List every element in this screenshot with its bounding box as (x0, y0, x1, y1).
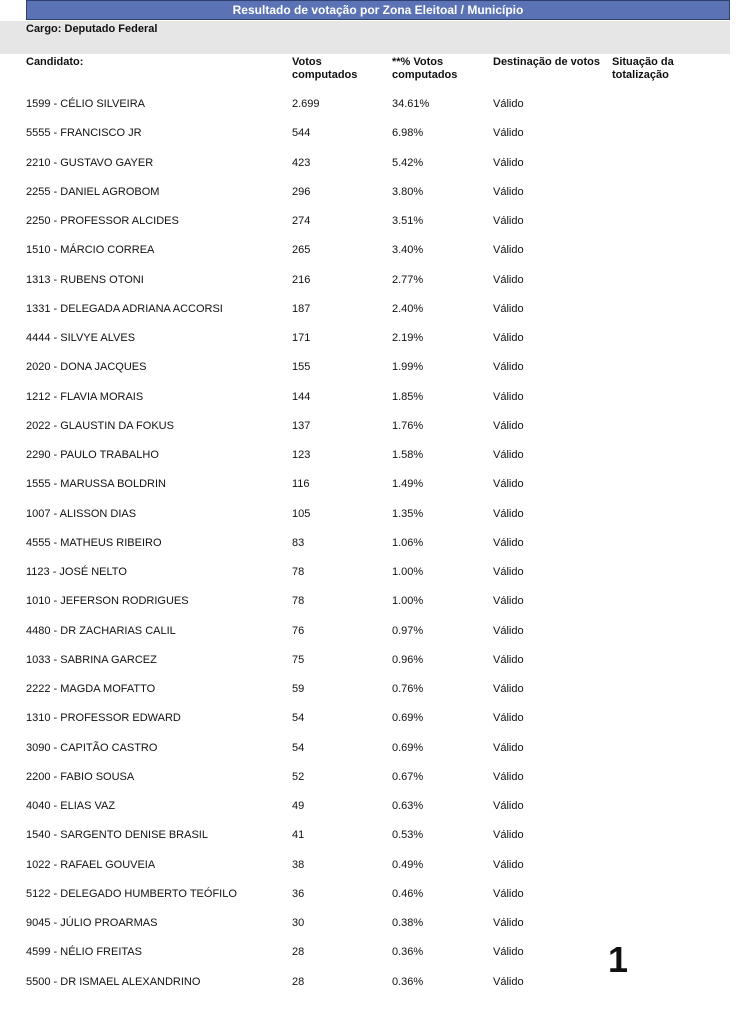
pct-cell: 2.19% (392, 332, 424, 344)
candidato-cell: 4555 - MATHEUS RIBEIRO (26, 536, 162, 549)
table-row (0, 470, 756, 499)
pct-cell: 1.49% (392, 478, 424, 491)
candidato-cell: 4444 - SILVYE ALVES (26, 332, 136, 344)
table-row (0, 236, 756, 265)
pct-cell: 0.76% (392, 683, 424, 695)
votos-cell: 137 (292, 419, 311, 432)
pct-cell: 0.97% (392, 624, 424, 637)
candidato-cell: 2222 - MAGDA MOFATTO (26, 683, 156, 695)
pct-cell: 0.63% (392, 800, 424, 812)
votos-cell: 216 (292, 273, 311, 286)
votos-cell: 296 (292, 185, 311, 198)
votos-cell: 54 (292, 741, 305, 754)
pct-cell: 1.99% (392, 361, 424, 374)
candidato-cell: 2255 - DANIEL AGROBOM (26, 185, 160, 198)
votos-cell: 28 (292, 946, 305, 959)
votos-cell: 78 (292, 595, 305, 608)
candidato-cell: 1022 - RAFAEL GOUVEIA (26, 858, 156, 871)
pct-cell: 1.00% (392, 566, 424, 578)
destinacao-cell: Válido (493, 653, 524, 666)
destinacao-cell: Válido (493, 917, 524, 929)
table-row (0, 324, 756, 353)
table-row (0, 500, 756, 529)
votos-cell: 41 (292, 829, 305, 842)
pct-cell: 0.69% (392, 712, 424, 725)
votos-cell: 36 (292, 887, 305, 900)
candidato-cell: 1510 - MÁRCIO CORREA (26, 244, 155, 257)
table-row (0, 704, 756, 733)
destinacao-cell: Válido (493, 770, 524, 783)
destinacao-cell: Válido (493, 741, 524, 754)
pct-cell: 0.38% (392, 917, 424, 929)
destinacao-cell: Válido (493, 536, 524, 549)
destinacao-cell: Válido (493, 215, 524, 227)
candidato-cell: 2290 - PAULO TRABALHO (26, 449, 159, 461)
table-row (0, 821, 756, 850)
candidato-cell: 1033 - SABRINA GARCEZ (26, 653, 157, 666)
header-pct (392, 56, 457, 82)
candidato-cell: 1123 - JOSÉ NELTO (26, 566, 127, 578)
pct-cell: 0.49% (392, 858, 424, 871)
votos-cell: 265 (292, 244, 311, 257)
header-situacao-line1: Situação da (612, 56, 674, 68)
candidato-cell: 4480 - DR ZACHARIAS CALIL (26, 624, 176, 637)
candidato-cell: 2200 - FABIO SOUSA (26, 770, 135, 783)
table-row (0, 119, 756, 148)
candidato-cell: 5500 - DR ISMAEL ALEXANDRINO (26, 975, 201, 988)
destinacao-cell: Válido (493, 361, 524, 374)
destinacao-cell: Válido (493, 858, 524, 871)
page-number: 1 (608, 939, 629, 980)
results-table-body (0, 90, 756, 997)
pct-cell: 2.77% (392, 273, 424, 286)
destinacao-cell: Válido (493, 273, 524, 286)
table-row (0, 178, 756, 207)
candidato-cell: 5555 - FRANCISCO JR (26, 127, 142, 140)
table-row (0, 558, 756, 587)
votos-cell: 83 (292, 536, 305, 549)
report-title: Resultado de votação por Zona Eleitoal / Município (26, 0, 730, 20)
candidato-cell: 9045 - JÚLIO PROARMAS (26, 917, 158, 929)
table-row (0, 763, 756, 792)
pct-cell: 0.46% (392, 887, 424, 900)
votos-cell: 75 (292, 653, 305, 666)
table-row (0, 207, 756, 236)
pct-cell: 2.40% (392, 302, 424, 315)
votos-cell: 274 (292, 215, 311, 227)
destinacao-cell: Válido (493, 127, 524, 140)
table-row (0, 266, 756, 295)
pct-cell: 0.67% (392, 770, 424, 783)
candidato-cell: 1331 - DELEGADA ADRIANA ACCORSI (26, 302, 223, 315)
votos-cell: 38 (292, 858, 305, 871)
candidato-cell: 1310 - PROFESSOR EDWARD (26, 712, 181, 725)
destinacao-cell: Válido (493, 946, 524, 959)
pct-cell: 6.98% (392, 127, 424, 140)
candidato-cell: 1313 - RUBENS OTONI (26, 273, 144, 286)
votos-cell: 116 (292, 478, 310, 491)
votos-cell: 2.699 (292, 98, 320, 110)
header-pct-line1: **% Votos (392, 56, 444, 68)
candidato-cell: 1007 - ALISSON DIAS (26, 507, 137, 520)
destinacao-cell: Válido (493, 302, 524, 315)
candidato-cell: 2020 - DONA JACQUES (26, 361, 147, 374)
pct-cell: 1.58% (392, 449, 424, 461)
destinacao-cell: Válido (493, 595, 524, 608)
header-candidato: Candidato: (26, 56, 84, 68)
pct-cell: 1.00% (392, 595, 424, 608)
header-situacao-line2: totalização (612, 69, 669, 81)
table-row (0, 675, 756, 704)
pct-cell: 1.76% (392, 419, 424, 432)
votos-cell: 144 (292, 390, 311, 403)
table-row (0, 295, 756, 324)
table-row (0, 880, 756, 909)
pct-cell: 3.51% (392, 215, 424, 227)
table-row (0, 529, 756, 558)
pct-cell: 0.36% (392, 975, 424, 988)
pct-cell: 3.80% (392, 185, 424, 198)
table-row (0, 968, 756, 997)
table-row (0, 909, 756, 938)
table-row (0, 646, 756, 675)
votos-cell: 49 (292, 800, 305, 812)
header-votos-line1: Votos (292, 56, 322, 68)
table-row (0, 353, 756, 382)
destinacao-cell: Válido (493, 624, 524, 637)
votos-cell: 187 (292, 302, 311, 315)
cargo-label: Cargo: Deputado Federal (0, 21, 730, 54)
candidato-cell: 1212 - FLAVIA MORAIS (26, 390, 144, 403)
header-situacao (612, 56, 674, 82)
destinacao-cell: Válido (493, 156, 524, 169)
destinacao-cell: Válido (493, 829, 524, 842)
destinacao-cell: Válido (493, 712, 524, 725)
destinacao-cell: Válido (493, 478, 524, 491)
candidato-cell: 1540 - SARGENTO DENISE BRASIL (26, 829, 208, 842)
destinacao-cell: Válido (493, 449, 524, 461)
header-destinacao: Destinação de votos (493, 56, 600, 68)
candidato-cell: 4599 - NÉLIO FREITAS (26, 946, 142, 959)
votos-cell: 28 (292, 975, 305, 988)
candidato-cell: 1010 - JEFERSON RODRIGUES (26, 595, 189, 608)
candidato-cell: 1555 - MARUSSA BOLDRIN (26, 478, 166, 491)
votos-cell: 105 (292, 507, 311, 520)
destinacao-cell: Válido (493, 244, 524, 257)
votos-cell: 544 (292, 127, 311, 140)
pct-cell: 0.36% (392, 946, 424, 959)
table-header (0, 55, 756, 89)
header-votos (292, 56, 357, 82)
pct-cell: 34.61% (392, 98, 430, 110)
destinacao-cell: Válido (493, 390, 524, 403)
destinacao-cell: Válido (493, 332, 524, 344)
candidato-cell: 4040 - ELIAS VAZ (26, 800, 116, 812)
destinacao-cell: Válido (493, 887, 524, 900)
destinacao-cell: Válido (493, 975, 524, 988)
pct-cell: 0.53% (392, 829, 424, 842)
destinacao-cell: Válido (493, 800, 524, 812)
pct-cell: 1.35% (392, 507, 424, 520)
candidato-cell: 2210 - GUSTAVO GAYER (26, 156, 154, 169)
votos-cell: 54 (292, 712, 305, 725)
votos-cell: 423 (292, 156, 311, 169)
table-row (0, 792, 756, 821)
table-row (0, 441, 756, 470)
candidato-cell: 2022 - GLAUSTIN DA FOKUS (26, 419, 174, 432)
destinacao-cell: Válido (493, 185, 524, 198)
pct-cell: 3.40% (392, 244, 424, 257)
table-row (0, 938, 756, 967)
table-row (0, 587, 756, 616)
votos-cell: 123 (292, 449, 311, 461)
table-row (0, 383, 756, 412)
header-votos-line2: computados (292, 69, 358, 81)
votos-cell: 52 (292, 770, 305, 783)
table-row (0, 851, 756, 880)
destinacao-cell: Válido (493, 419, 524, 432)
candidato-cell: 2250 - PROFESSOR ALCIDES (26, 215, 179, 227)
candidato-cell: 5122 - DELEGADO HUMBERTO TEÓFILO (26, 887, 237, 900)
candidato-cell: 3090 - CAPITÃO CASTRO (26, 741, 158, 754)
pct-cell: 1.85% (392, 390, 424, 403)
votos-cell: 30 (292, 917, 305, 929)
table-row (0, 734, 756, 763)
table-row (0, 412, 756, 441)
votos-cell: 59 (292, 683, 305, 695)
destinacao-cell: Válido (493, 683, 524, 695)
destinacao-cell: Válido (493, 98, 524, 110)
table-row (0, 90, 756, 119)
candidato-cell: 1599 - CÉLIO SILVEIRA (26, 98, 146, 110)
pct-cell: 0.69% (392, 741, 424, 754)
destinacao-cell: Válido (493, 566, 524, 578)
header-pct-line2: computados (392, 69, 458, 81)
table-row (0, 149, 756, 178)
votos-cell: 78 (292, 566, 305, 578)
pct-cell: 1.06% (392, 536, 424, 549)
pct-cell: 0.96% (392, 653, 424, 666)
votos-cell: 155 (292, 361, 311, 374)
table-row (0, 617, 756, 646)
votos-cell: 171 (292, 332, 311, 344)
votos-cell: 76 (292, 624, 305, 637)
pct-cell: 5.42% (392, 156, 424, 169)
destinacao-cell: Válido (493, 507, 524, 520)
